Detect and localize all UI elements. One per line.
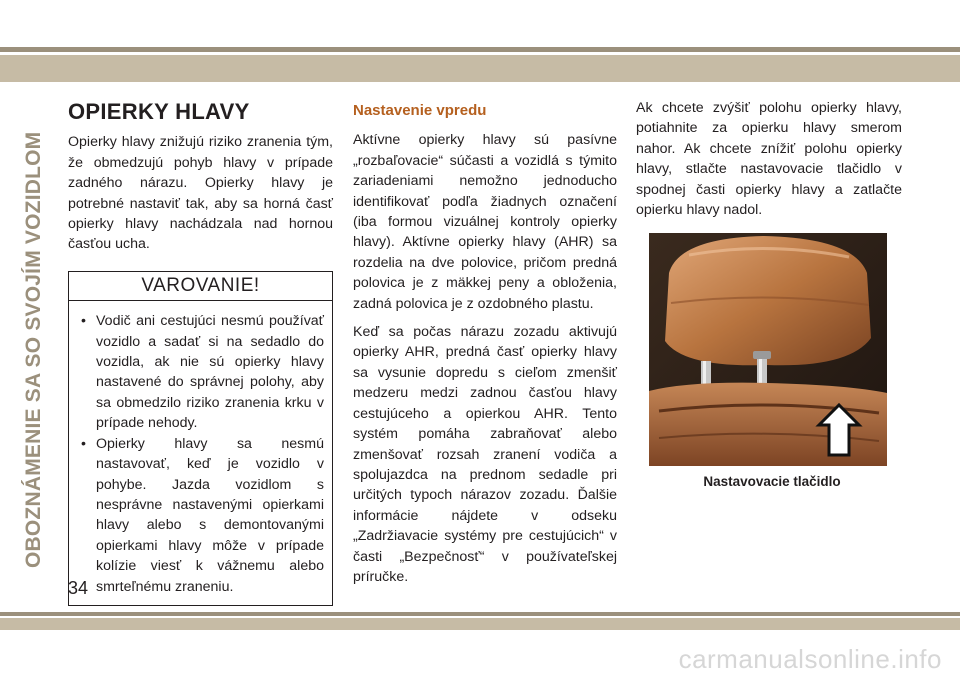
page-number: 34 xyxy=(68,578,89,598)
page-heading: OPIERKY HLAVY xyxy=(68,99,250,124)
warning-item: • Opierky hlavy sa nesmú nastavovať, keď je vozidlo v pohybe. Jazda vozidlom s nesprávne nastavenými opierkami hlavy alebo s demontovanými opierkami hlavy môže v prípade kolízie viesť k vážnemu alebo smrteľnému zraneniu. xyxy=(77,434,324,597)
paragraph: Aktívne opierky hlavy sú pasívne „rozbaľovacie“ súčasti a vozidlá s týmito zariadeniami nemožno jednoducho identifikovať podľa žiadnych označení (iba formou vizuálnej kontroly opierky hlavy). Aktívne opierky hlavy (AHR) sa rozdelia na dve polovice, pričom predná polovica je z mäkkej peny a obloženia, zadná polovica je z ozdobného plastu. xyxy=(353,132,617,312)
column-left xyxy=(68,98,333,606)
footer-rule-dark xyxy=(0,612,960,616)
column-middle xyxy=(353,98,617,595)
paragraph: Keď sa počas nárazu zozadu aktivujú opierky AHR, predná časť opierky hlavy sa vysunie dopredu s cieľom zmenšiť medzeru medzi zadnou časťou hlavy cestujúceho a opierkou AHR. Tento systém pomáha zabraňovať alebo zmenšovať rozsah zranení vodiča a spolujazdca na prednom sedadle pri určitých typoch nárazov zozadu. Ďalšie informácie nájdete v odseku „Zadržiavacie systémy pre cestujúcich“ v časti „Bezpečnosť“ v používateľskej príručke. xyxy=(353,324,617,585)
warning-box xyxy=(68,271,333,606)
headrest-illustration xyxy=(649,233,887,466)
warning-item: • Vodič ani cestujúci nesmú používať vozidlo a sadať si na sedadlo do vozidla, ak nie sú opierky hlavy nastavené do správnej polohy, aby sa obmedzilo riziko zranenia krku v prípade nehody. xyxy=(77,311,324,433)
headrest-photo xyxy=(649,233,887,466)
section-vertical-title: OBOZNÁMENIE SA SO SVOJÍM VOZIDLOM xyxy=(22,131,45,568)
warning-title: VAROVANIE! xyxy=(69,272,332,301)
intro-paragraph: Opierky hlavy znižujú riziko zranenia tým, že obmedzujú pohyb hlavy v prípade zadného nárazu. Opierky hlavy je potrebné nastaviť tak, aby sa horná časť opierky hlavy nachádzala nad hornou časťou ucha. xyxy=(68,134,333,253)
warning-list xyxy=(69,301,332,605)
footer-band-light xyxy=(0,618,960,630)
photo-caption: Nastavovacie tlačidlo xyxy=(703,474,841,490)
header-rule-dark xyxy=(0,47,960,52)
section-subheading: Nastavenie vpredu xyxy=(353,102,487,119)
watermark-text: carmanualsonline.info xyxy=(678,644,942,674)
paragraph: Ak chcete zvýšiť polohu opierky hlavy, potiahnite za opierku hlavy smerom nahor. Ak chcete znížiť polohu opierky hlavy, stlačte nastavovacie tlačidlo v spodnej časti opierky hlavy a zatlačte opierku hlavy nadol. xyxy=(636,100,902,219)
top-margin xyxy=(0,0,960,47)
column-right xyxy=(636,98,902,493)
header-band-light xyxy=(0,55,960,82)
